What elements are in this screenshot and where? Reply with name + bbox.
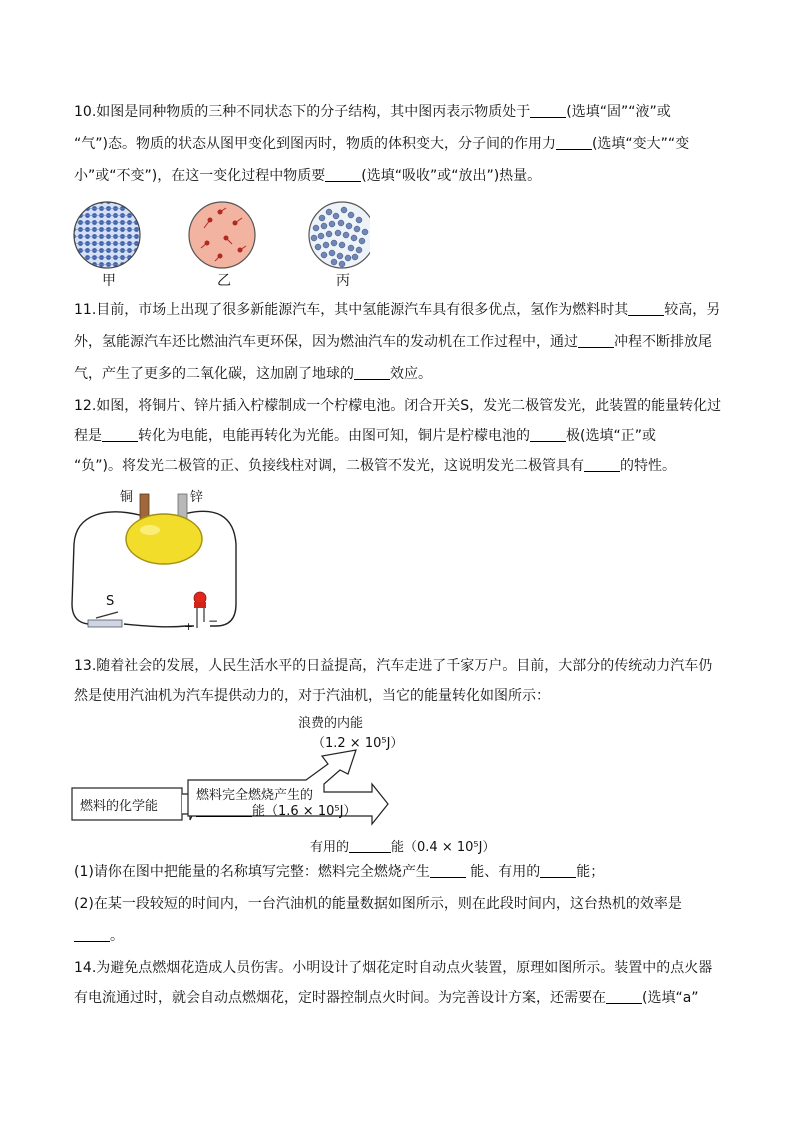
q10-line-2: “气”)态。物质的状态从图甲变化到图丙时，物质的体积变大，分子间的作用力 (选填“变大”“变: [74, 136, 690, 152]
q12-line-2: 程是 转化为电能，电能再转化为光能。由图可知，铜片是柠檬电池的 极(选填“正”或: [74, 428, 656, 444]
zinc-label: 锌: [190, 490, 204, 505]
useful-energy-label: 有用的 能（0.4 × 10⁵J）: [310, 840, 496, 855]
answer-blank[interactable]: [606, 989, 642, 1004]
answer-blank[interactable]: [196, 802, 252, 817]
copper-label: 铜: [120, 490, 134, 505]
answer-blank[interactable]: [354, 365, 390, 380]
answer-blank[interactable]: [325, 167, 361, 182]
led-minus-label: −: [208, 614, 219, 628]
led-plus-label: +: [184, 620, 194, 633]
q10-line-1: 10.如图是同种物质的三种不同状态下的分子结构，其中图丙表示物质处于 (选填“固”“液”或: [74, 104, 671, 120]
q13-sub-2-blank: 。: [74, 926, 124, 946]
q11-line-3: 气，产生了更多的二氧化碳，这加剧了地球的 效应。: [74, 366, 432, 382]
q13-line-1: 13.随着社会的发展，人民生活水平的日益提高，汽车走进了千家万户。目前，大部分的传统动力汽车仍: [74, 658, 713, 674]
switch-label: S: [106, 594, 115, 609]
q12-line-1: 12.如图，将铜片、锌片插入柠檬制成一个柠檬电池。闭合开关S，发光二极管发光，此装置的能量转化过: [74, 398, 722, 414]
answer-blank[interactable]: [540, 863, 576, 878]
box-line-2: 能（1.6 × 10⁵J）: [196, 800, 356, 819]
waste-energy-value: （1.2 × 10⁵J）: [312, 736, 404, 751]
lemon: [126, 514, 202, 564]
gas-molecules-figure: [189, 202, 255, 268]
waste-energy-label: 浪费的内能: [298, 716, 364, 731]
liquid-molecules-figure: [309, 202, 370, 268]
answer-blank[interactable]: [102, 427, 138, 442]
answer-blank[interactable]: [578, 333, 614, 348]
answer-blank[interactable]: [430, 863, 466, 878]
chemical-energy-label: 燃料的化学能: [80, 799, 159, 814]
q10-line-3: 小”或“不变”)，在这一变化过程中物质要 (选填“吸收”或“放出”)热量。: [74, 168, 542, 184]
q12-line-3: “负”)。将发光二极管的正、负接线柱对调，二极管不发光，这说明发光二极管具有 的特性。: [74, 458, 676, 474]
answer-blank[interactable]: [530, 427, 566, 442]
q14-line-1: 14.为避免点燃烟花造成人员伤害。小明设计了烟花定时自动点火装置，原理如图所示。装置中的点火器: [74, 960, 713, 976]
molecule-figures: [70, 198, 370, 272]
caption-bing: 丙: [336, 273, 350, 289]
answer-blank[interactable]: [530, 103, 566, 118]
answer-blank[interactable]: [556, 135, 592, 150]
caption-jia: 甲: [102, 273, 116, 289]
switch: [88, 620, 122, 627]
q13-sub-2: (2)在某一段较短的时间内，一台汽油机的能量数据如图所示，则在此段时间内，这台热机的效率是: [74, 896, 682, 912]
q11-line-1: 11.目前，市场上出现了很多新能源汽车，其中氢能源汽车具有很多优点，氢作为燃料时其 较高，另: [74, 302, 721, 318]
caption-yi: 乙: [217, 273, 231, 289]
answer-blank[interactable]: [584, 457, 620, 472]
q14-line-2: 有电流通过时，就会自动点燃烟花，定时器控制点火时间。为完善设计方案，还需要在 (选填“a”: [74, 990, 699, 1006]
q11-line-2: 外，氢能源汽车还比燃油汽车更环保，因为燃油汽车的发动机在工作过程中，通过 冲程不断排放尾: [74, 334, 712, 350]
q13-line-2: 然是使用汽油机为汽车提供动力的，对于汽油机，当它的能量转化如图所示：: [74, 688, 550, 704]
answer-blank[interactable]: [628, 301, 664, 316]
answer-blank[interactable]: [74, 927, 110, 942]
box-line-1: 燃料完全燃烧产生的: [196, 788, 314, 803]
answer-blank[interactable]: [349, 838, 391, 853]
q13-sub-1: (1)请你在图中把能量的名称填写完整：燃料完全燃烧产生 能、有用的 能；: [74, 864, 605, 880]
solid-molecules-figure: [74, 202, 140, 268]
lemon-battery-circuit: [66, 484, 246, 642]
